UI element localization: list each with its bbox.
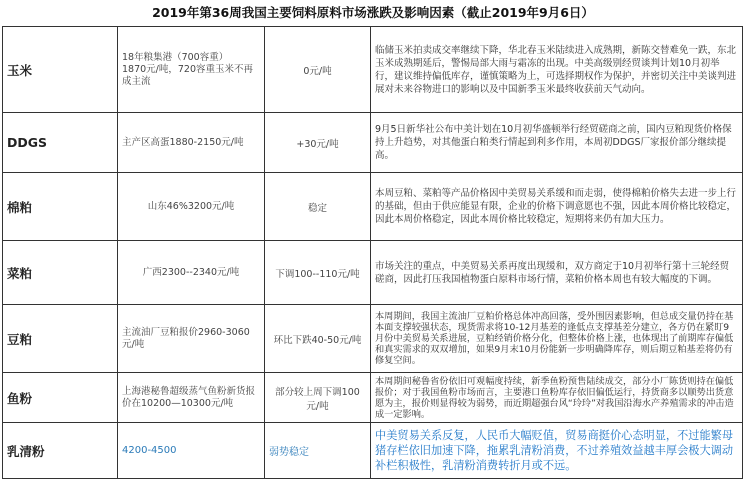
row-price: 主流油厂豆粕报价2960-3060元/吨 (118, 305, 265, 373)
row-name: 玉米 (3, 27, 118, 113)
row-price: 上海港秘鲁超级蒸气鱼粉新货报价在10200—10300元/吨 (118, 373, 265, 423)
row-reason: 本周豆粕、菜粕等产品价格因中美贸易关系缓和而走弱，使得棉粕价格失去进一步上行的基础，但由于供应能显有限，企业的价格下调意愿也不强，因此本周价格比较稳定，因此本周价格稳定，因此本周价格比较稳定，短期将来仍有加大压力。 (371, 173, 743, 241)
row-reason: 临储玉米拍卖成交率继续下降，华北春玉米陆续进入成熟期，新陈交替难免一跌，东北玉米成熟期延后，警惕局部大雨与霜冻的出现。中美高级别经贸谈判计划10月初举行，建议维持偏低库存，谨慎策略为上，可选择期权作为保护，并密切关注中美谈判进展对未来谷物进口的影响以及中国新季玉米最终收获前天气动向。 (371, 27, 743, 113)
row-price: 山东46%3200元/吨 (118, 173, 265, 241)
row-reason: 中美贸易关系反复，人民币大幅贬值，贸易商挺价心态明显，不过能繁母猪存栏依旧加速下降，拖累乳清粉消费，不过养殖效益越丰厚会极大调动补栏积极性，乳清粉消费转折月或不远。 (371, 423, 743, 479)
row-price-text: 18年粮集港（700容重） 1870元/吨，720容重玉米不再成主流 (122, 51, 254, 87)
row-name: 豆粕 (3, 305, 118, 373)
row-name: DDGS (3, 113, 118, 173)
row-change: 下调100--110元/吨 (265, 241, 371, 305)
row-price: 广西2300--2340元/吨 (118, 241, 265, 305)
row-name: 棉粕 (3, 173, 118, 241)
row-reason: 市场关注的重点，中美贸易关系再度出现缓和，双方商定于10月初举行第十三轮经贸磋商，因此打压我国植物蛋白原料市场行情，菜粕价格本周也有较大幅度的下调。 (371, 241, 743, 305)
table-row (3, 173, 743, 241)
row-change: 弱势稳定 (265, 423, 371, 479)
row-price: 4200-4500 (118, 423, 265, 479)
table-row (3, 305, 743, 373)
table-row (3, 423, 743, 479)
row-change: 部分较上周下调100元/吨 (265, 373, 371, 423)
row-price (118, 27, 265, 113)
row-reason: 9月5日新华社公布中美计划在10月初华盛顿举行经贸磋商之前，国内豆粕现货价格保持上升趋势，对其他蛋白粕类行情起到利多作用，本周初DDGS厂家报价部分继续提高。 (371, 113, 743, 173)
table-row (3, 27, 743, 113)
table-row (3, 373, 743, 423)
price-table (2, 26, 743, 479)
row-reason: 本周期间，我国主流油厂豆粕价格总体冲高回落，受外围因素影响，但总成交量仍持在基本面支撑较强状态，现货需求将10-12月基差的逢低点支撑基差分建立，各方仍在紧盯9月份中美贸易关系进展，豆粕经销价格分化，但整体价格上涨，也体现出了前期库存偏低和真实需求的双双增加，如果9月末10月份能新一步明确降库存，则后期豆粕基差将仍有修复空间。 (371, 305, 743, 373)
row-change: 0元/吨 (265, 27, 371, 113)
page-title: 2019年第36周我国主要饲料原料市场涨跌及影响因素（截止2019年9月6日） (0, 0, 746, 26)
row-price: 主产区高蛋1880-2150元/吨 (118, 113, 265, 173)
row-name: 鱼粉 (3, 373, 118, 423)
row-change: +30元/吨 (265, 113, 371, 173)
row-change: 环比下跌40-50元/吨 (265, 305, 371, 373)
row-reason: 本周期间秘鲁省份依旧可观幅度持续，新季鱼粉预售陆续成交，部分小厂陈货则持在偏低报价；对于我国鱼粉市场而言，主要港口鱼粉库存依旧偏低运行，持货商多以顺势出货意愿为主，报价则显得较为弱势，而近期超强台风“玲玲”对我国沿海水产养殖需求的冲击造成一定影响。 (371, 373, 743, 423)
row-name: 乳清粉 (3, 423, 118, 479)
row-name: 菜粕 (3, 241, 118, 305)
row-change: 稳定 (265, 173, 371, 241)
table-row (3, 113, 743, 173)
table-row (3, 241, 743, 305)
